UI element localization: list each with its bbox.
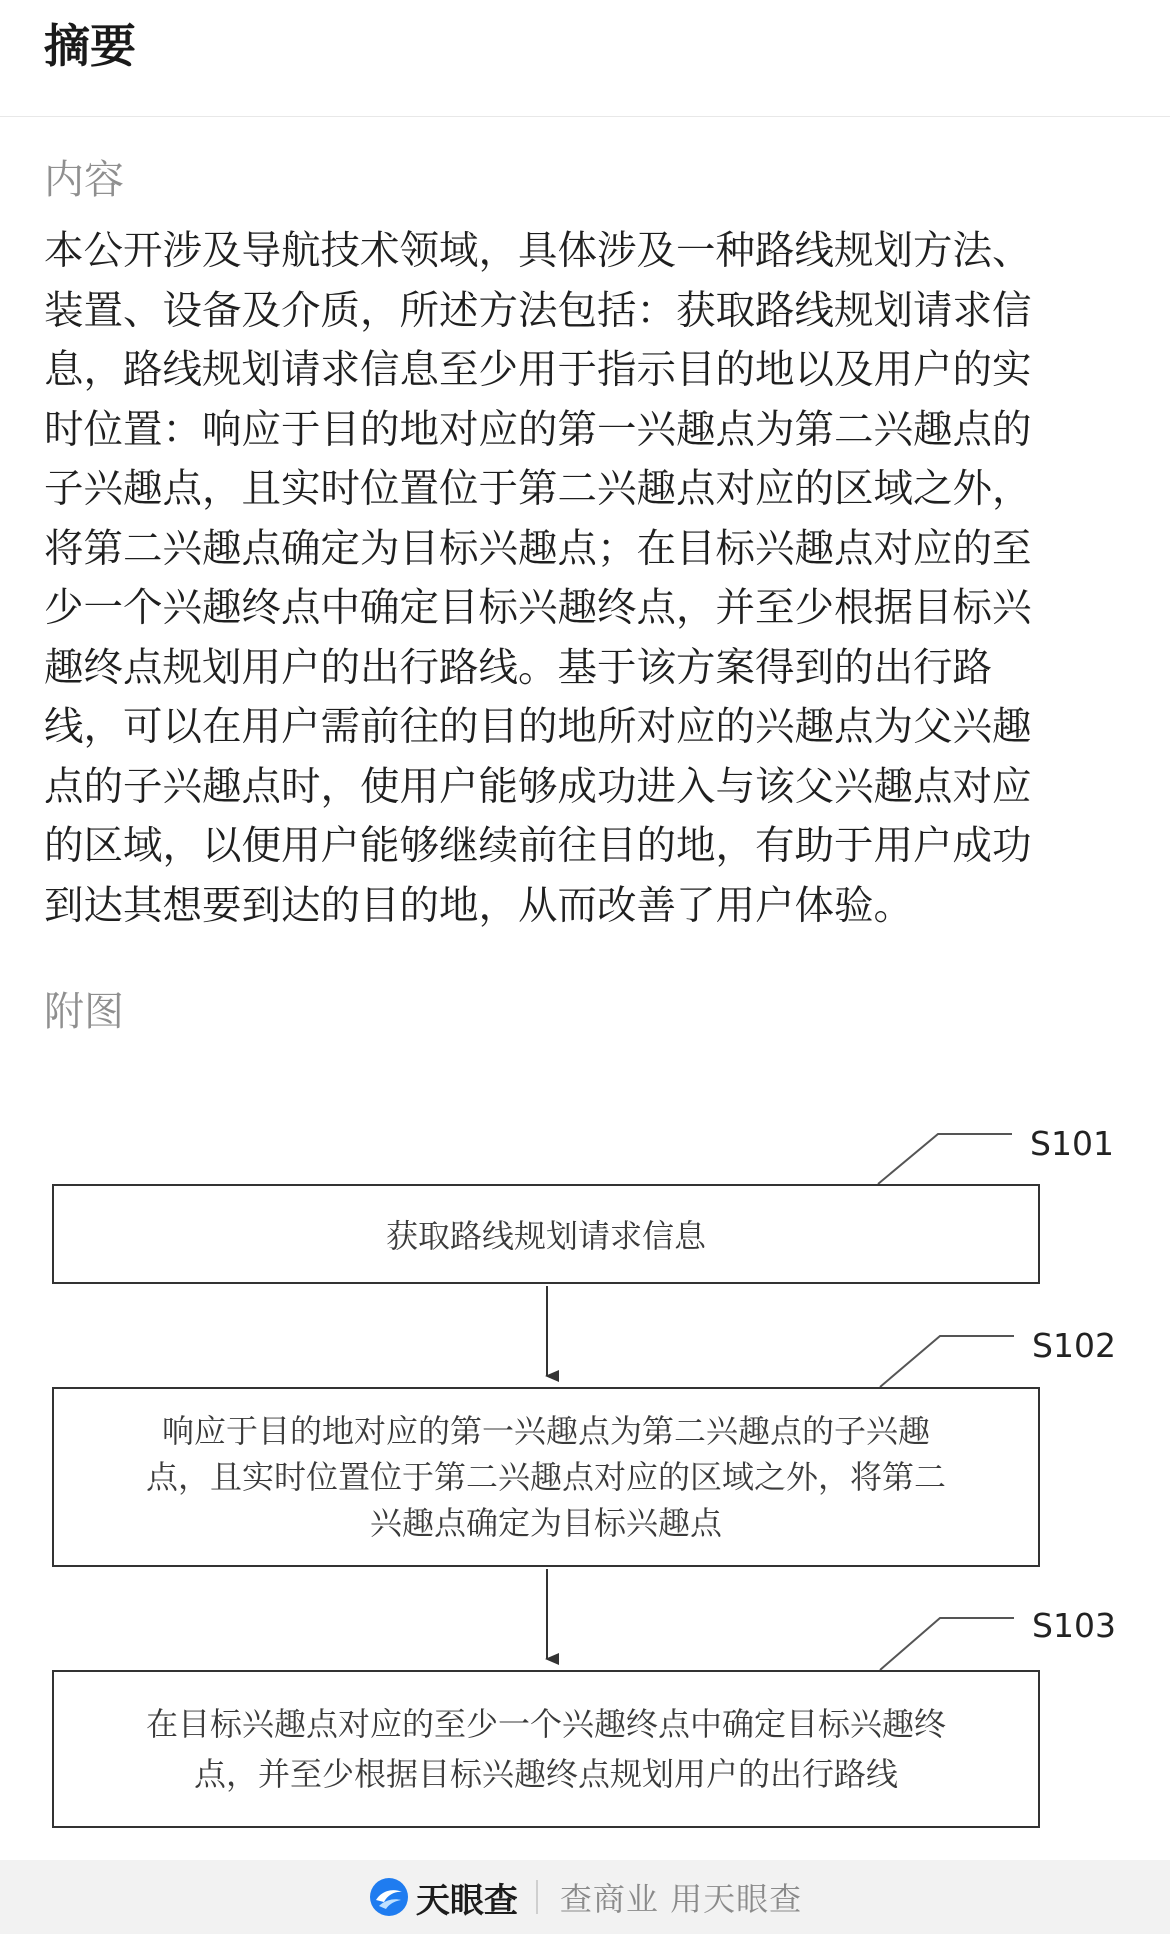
step-box-s103 [52, 1670, 1040, 1828]
step-box-s102 [52, 1387, 1040, 1567]
step-label-s102: S102 [1032, 1326, 1116, 1365]
abstract-line: 线，可以在用户需前往的目的地所对应的兴趣点为父兴趣 [44, 704, 1032, 750]
brand-name: 天眼查 [415, 1880, 518, 1921]
abstract-line: 本公开涉及导航技术领域，具体涉及一种路线规划方法、 [44, 228, 1032, 274]
tianyancha-logo-icon [368, 1876, 410, 1918]
abstract-line: 子兴趣点，且实时位置位于第二兴趣点对应的区域之外， [44, 466, 1032, 512]
step-text-line: 兴趣点确定为目标兴趣点 [369, 1504, 722, 1542]
abstract-line: 少一个兴趣终点中确定目标兴趣终点，并至少根据目标兴 [44, 585, 1032, 631]
leader-line-s101 [878, 1134, 1012, 1184]
flowchart-figure[interactable] [0, 1100, 1170, 1860]
abstract-line: 息，路线规划请求信息至少用于指示目的地以及用户的实 [44, 347, 1032, 393]
step-text-line: 点，并至少根据目标兴趣终点规划用户的出行路线 [193, 1755, 898, 1793]
footer-divider [536, 1880, 538, 1914]
figure-section-label: 附图 [44, 989, 124, 1035]
step-text-line: 在目标兴趣点对应的至少一个兴趣终点中确定目标兴趣终 [145, 1705, 946, 1743]
leader-line-s103 [880, 1618, 1014, 1670]
step-text-line: 响应于目的地对应的第一兴趣点为第二兴趣点的子兴趣 [161, 1412, 930, 1450]
brand-logo [368, 1873, 518, 1922]
step-label-s101: S101 [1030, 1124, 1114, 1163]
footer-banner[interactable] [0, 1860, 1170, 1934]
footer-slogan: 查商业 用天眼查 [559, 1880, 803, 1918]
content-section-label: 内容 [44, 157, 124, 203]
step-text-s101: 获取路线规划请求信息 [385, 1217, 706, 1255]
abstract-line: 趣终点规划用户的出行路线。基于该方案得到的出行路 [44, 644, 992, 691]
abstract-line: 点的子兴趣点时，使用户能够成功进入与该父兴趣点对应 [44, 763, 1032, 810]
abstract-line: 到达其想要到达的目的地，从而改善了用户体验。 [44, 882, 913, 929]
abstract-line: 将第二兴趣点确定为目标兴趣点；在目标兴趣点对应的至 [44, 525, 1032, 572]
step-label-s103: S103 [1032, 1606, 1116, 1645]
abstract-line: 装置、设备及介质，所述方法包括：获取路线规划请求信 [44, 287, 1032, 334]
step-text-line: 点，且实时位置位于第二兴趣点对应的区域之外，将第二 [145, 1458, 946, 1496]
abstract-text [44, 222, 1104, 936]
step-box-s101 [52, 1184, 1040, 1284]
header [0, 0, 1170, 117]
abstract-line: 时位置：响应于目的地对应的第一兴趣点为第二兴趣点的 [44, 406, 1032, 453]
leader-line-s102 [880, 1336, 1014, 1387]
page-title: 摘要 [44, 19, 136, 73]
abstract-line: 的区域，以便用户能够继续前往目的地，有助于用户成功 [44, 823, 1032, 869]
